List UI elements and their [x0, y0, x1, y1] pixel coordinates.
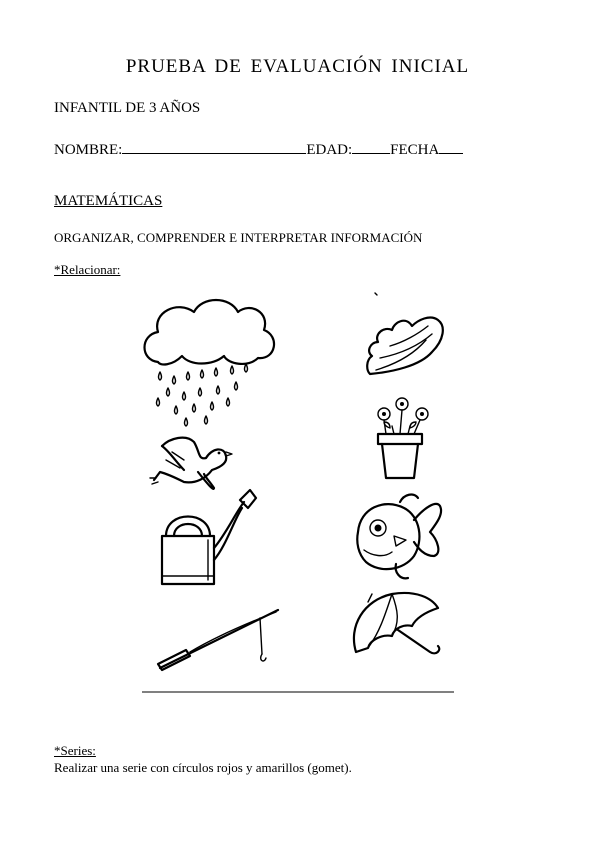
name-label: NOMBRE:	[54, 142, 123, 158]
relate-exercise-label: *Relacionar:	[54, 262, 121, 277]
fishing-rod-icon[interactable]	[158, 610, 278, 670]
date-label: FECHA	[390, 142, 440, 158]
series-exercise-label: *Series:	[54, 743, 96, 758]
watering-can-icon[interactable]	[162, 490, 256, 584]
section-objective: ORGANIZAR, COMPRENDER E INTERPRETAR INFORMACIÓN	[54, 230, 423, 245]
bird-icon[interactable]	[150, 438, 232, 489]
section-title: MATEMÁTICAS	[54, 193, 163, 209]
rain-cloud-icon[interactable]	[145, 300, 275, 426]
series-exercise-instruction: Realizar una serie con círculos rojos y amarillos (gomet).	[54, 760, 352, 775]
wing-icon[interactable]	[367, 293, 443, 374]
page-title: PRUEBA DE EVALUACIÓN INICIAL	[125, 56, 470, 77]
flower-pot-icon[interactable]	[378, 398, 428, 478]
fish-icon[interactable]	[357, 495, 441, 579]
page-subtitle: INFANTIL DE 3 AÑOS	[54, 100, 201, 116]
umbrella-icon[interactable]	[354, 593, 439, 653]
age-label: EDAD:	[306, 142, 353, 158]
